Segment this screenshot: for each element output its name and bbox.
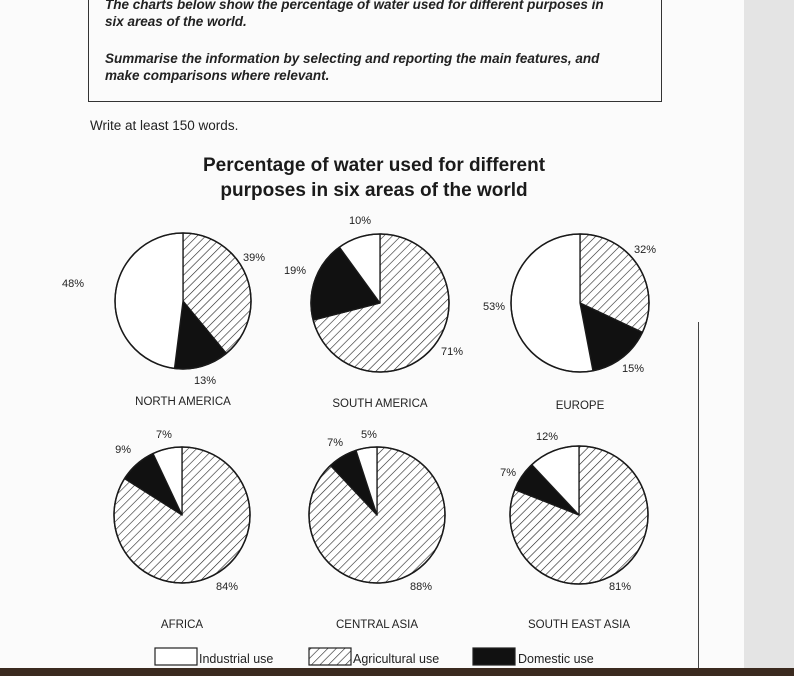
region-label-central-asia: CENTRAL ASIA [335,619,419,631]
region-label-africa: AFRICA [160,619,204,631]
viewer-bottom-strip [0,668,794,676]
pie-label-europe-agricultural: 32% [634,244,657,256]
legend-label-domestic: Domestic use [518,652,594,666]
region-label-north-america: NORTH AMERICA [135,396,231,408]
pie-group [62,215,656,631]
legend-label-agricultural: Agricultural use [353,652,440,666]
task-line-1: The charts below show the percentage of water used for different purposes in [105,0,604,12]
pie-label-south-america-agricultural: 71% [440,346,464,358]
legend-label-industrial: Industrial use [199,652,274,666]
pie-label-south-america-industrial: 10% [348,215,372,227]
region-label-south-america: SOUTH AMERICA [332,398,428,410]
word-count-instruction: Write at least 150 words. [90,118,239,133]
pie-label-south-america-domestic: 19% [283,265,306,277]
pie-label-central-asia-agricultural: 88% [409,581,433,593]
pie-label-central-asia-domestic: 7% [327,437,343,449]
pie-label-south-east-asia-agricultural: 81% [608,581,632,593]
region-label-south-east-asia: SOUTH EAST ASIA [527,619,631,631]
chart-title-line-2: purposes in six areas of the world [220,180,528,201]
pie-slice-north-america-industrial [115,233,183,368]
chart-title-line-1: Percentage of water used for different [202,155,546,176]
pie-label-south-east-asia-industrial: 12% [535,431,559,443]
pie-label-europe-industrial: 53% [482,301,505,313]
pie-label-africa-domestic: 9% [115,444,131,456]
pie-label-africa-industrial: 7% [156,429,172,441]
pie-slice-europe-industrial [511,234,593,372]
pie-label-north-america-industrial: 48% [61,278,84,290]
pie-label-north-america-agricultural: 39% [243,252,266,264]
region-label-europe: EUROPE [555,400,605,412]
legend [155,648,594,666]
pie-label-africa-agricultural: 84% [215,581,239,593]
legend-swatch-domestic [473,648,515,665]
task-line-4: make comparisons where relevant. [105,68,330,83]
task-line-3: Summarise the information by selecting and reporting the main features, and [105,51,600,66]
pie-label-europe-domestic: 15% [622,363,645,375]
pie-label-central-asia-industrial: 5% [361,429,377,441]
task-line-2: six areas of the world. [105,14,247,29]
legend-swatch-industrial [155,648,197,665]
viewer-gutter [744,0,794,668]
pie-label-south-east-asia-domestic: 7% [500,467,516,479]
legend-swatch-agricultural [309,648,351,665]
pie-label-north-america-domestic: 13% [193,375,217,387]
